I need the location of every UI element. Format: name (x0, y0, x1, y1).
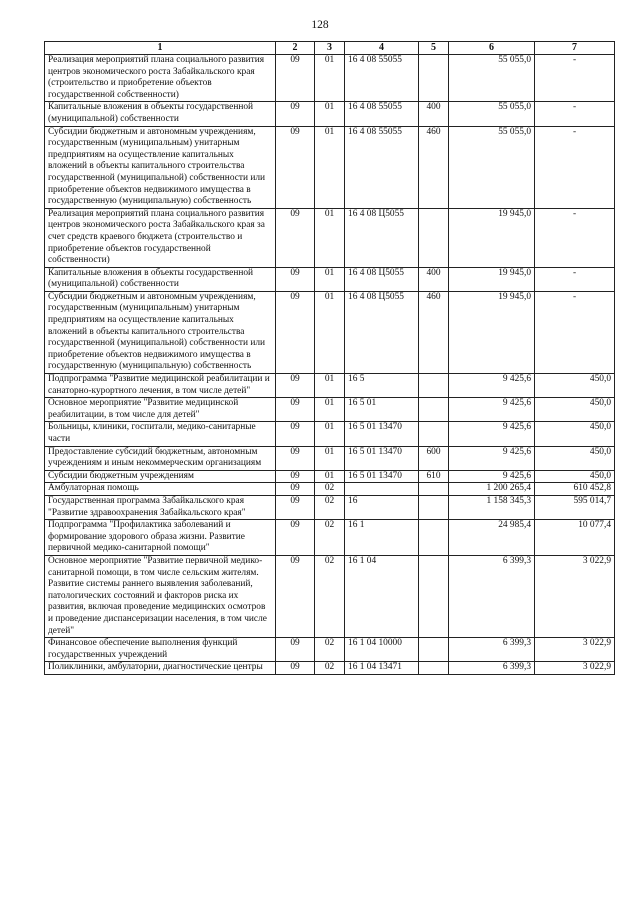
cell-expense-type: 460 (419, 126, 449, 208)
cell-section: 09 (276, 638, 315, 662)
table-row (45, 555, 615, 637)
cell-subsection: 02 (315, 662, 345, 675)
cell-section: 09 (276, 495, 315, 519)
table-row (45, 470, 615, 483)
cell-target-code: 16 1 04 13471 (345, 662, 419, 675)
cell-section: 09 (276, 208, 315, 267)
cell-amount-2: - (535, 102, 615, 126)
cell-amount-2: 3 022,9 (535, 638, 615, 662)
table-row (45, 374, 615, 398)
cell-section: 09 (276, 520, 315, 556)
cell-amount-2: 3 022,9 (535, 555, 615, 637)
cell-section: 09 (276, 470, 315, 483)
cell-amount-1: 6 399,3 (449, 662, 535, 675)
table-row (45, 495, 615, 519)
cell-amount-2: 10 077,4 (535, 520, 615, 556)
cell-amount-2: 450,0 (535, 398, 615, 422)
header-col-2: 2 (276, 42, 315, 55)
cell-amount-2: 610 452,8 (535, 483, 615, 496)
cell-amount-1: 6 399,3 (449, 638, 535, 662)
cell-subsection: 02 (315, 495, 345, 519)
cell-name: Больницы, клиники, госпитали, медико-санитарные части (45, 422, 276, 446)
cell-section: 09 (276, 398, 315, 422)
cell-amount-1: 55 055,0 (449, 102, 535, 126)
cell-target-code: 16 4 08 55055 (345, 126, 419, 208)
cell-amount-2: 595 014,7 (535, 495, 615, 519)
cell-amount-1: 55 055,0 (449, 126, 535, 208)
cell-amount-1: 9 425,6 (449, 374, 535, 398)
cell-subsection: 02 (315, 483, 345, 496)
cell-expense-type (419, 555, 449, 637)
cell-section: 09 (276, 126, 315, 208)
header-row (45, 42, 615, 55)
cell-amount-1: 55 055,0 (449, 55, 535, 102)
table-row (45, 446, 615, 470)
cell-amount-2: 450,0 (535, 374, 615, 398)
cell-target-code: 16 4 08 55055 (345, 102, 419, 126)
cell-target-code: 16 5 01 13470 (345, 470, 419, 483)
cell-amount-1: 6 399,3 (449, 555, 535, 637)
cell-subsection: 01 (315, 470, 345, 483)
cell-target-code: 16 4 08 Ц5055 (345, 208, 419, 267)
cell-name: Государственная программа Забайкальского края "Развитие здравоохранения Забайкальского края" (45, 495, 276, 519)
cell-subsection: 01 (315, 422, 345, 446)
cell-name: Подпрограмма "Развитие медицинской реабилитации и санаторно-курортного лечения, в том числе детей" (45, 374, 276, 398)
table-row (45, 638, 615, 662)
cell-amount-2: 3 022,9 (535, 662, 615, 675)
cell-amount-2: - (535, 126, 615, 208)
cell-subsection: 01 (315, 267, 345, 291)
cell-expense-type: 460 (419, 291, 449, 373)
cell-target-code: 16 5 01 13470 (345, 422, 419, 446)
table-body (45, 55, 615, 675)
cell-subsection: 01 (315, 208, 345, 267)
cell-target-code: 16 4 08 55055 (345, 55, 419, 102)
cell-target-code: 16 4 08 Ц5055 (345, 267, 419, 291)
cell-expense-type: 400 (419, 267, 449, 291)
cell-amount-1: 9 425,6 (449, 422, 535, 446)
cell-section: 09 (276, 446, 315, 470)
cell-target-code: 16 4 08 Ц5055 (345, 291, 419, 373)
cell-expense-type (419, 662, 449, 675)
cell-amount-1: 19 945,0 (449, 208, 535, 267)
table-header (45, 42, 615, 55)
page-number: 128 (311, 19, 329, 31)
table-row (45, 267, 615, 291)
cell-name: Субсидии бюджетным учреждениям (45, 470, 276, 483)
cell-expense-type: 400 (419, 102, 449, 126)
cell-expense-type (419, 520, 449, 556)
cell-subsection: 02 (315, 638, 345, 662)
cell-amount-1: 9 425,6 (449, 446, 535, 470)
cell-expense-type (419, 495, 449, 519)
cell-section: 09 (276, 291, 315, 373)
cell-section: 09 (276, 267, 315, 291)
header-col-6: 6 (449, 42, 535, 55)
cell-subsection: 02 (315, 520, 345, 556)
cell-target-code: 16 5 01 13470 (345, 446, 419, 470)
cell-subsection: 01 (315, 291, 345, 373)
cell-target-code: 16 5 01 (345, 398, 419, 422)
cell-target-code: 16 1 04 10000 (345, 638, 419, 662)
cell-subsection: 01 (315, 102, 345, 126)
cell-amount-2: - (535, 267, 615, 291)
cell-amount-1: 9 425,6 (449, 398, 535, 422)
cell-name: Подпрограмма "Профилактика заболеваний и формирование здорового образа жизни. Развитие первичной медико-санитарной помощи" (45, 520, 276, 556)
cell-amount-2: - (535, 208, 615, 267)
cell-amount-2: 450,0 (535, 470, 615, 483)
table-row (45, 126, 615, 208)
cell-subsection: 01 (315, 398, 345, 422)
cell-name: Капитальные вложения в объекты государственной (муниципальной) собственности (45, 102, 276, 126)
cell-target-code: 16 1 (345, 520, 419, 556)
header-col-1: 1 (45, 42, 276, 55)
table-row (45, 422, 615, 446)
cell-expense-type (419, 422, 449, 446)
cell-section: 09 (276, 374, 315, 398)
header-col-5: 5 (419, 42, 449, 55)
cell-amount-1: 1 200 265,4 (449, 483, 535, 496)
cell-expense-type: 610 (419, 470, 449, 483)
cell-expense-type (419, 638, 449, 662)
table-row (45, 55, 615, 102)
cell-expense-type: 600 (419, 446, 449, 470)
cell-amount-1: 24 985,4 (449, 520, 535, 556)
header-col-7: 7 (535, 42, 615, 55)
cell-amount-2: - (535, 291, 615, 373)
cell-name: Амбулаторная помощь (45, 483, 276, 496)
cell-name: Субсидии бюджетным и автономным учреждениям, государственным (муниципальным) унитарным предприятиям на осуществление капитальных вложений в объекты капитального строительства государственной (муниципальной) собственности или приобретение объектов недвижимого имущества в государственную (муниципальную) собственность (45, 126, 276, 208)
table-row (45, 662, 615, 675)
cell-amount-2: 450,0 (535, 446, 615, 470)
cell-expense-type (419, 398, 449, 422)
cell-name: Поликлиники, амбулатории, диагностические центры (45, 662, 276, 675)
cell-target-code: 16 5 (345, 374, 419, 398)
cell-name: Капитальные вложения в объекты государственной (муниципальной) собственности (45, 267, 276, 291)
cell-subsection: 01 (315, 446, 345, 470)
cell-target-code: 16 1 04 (345, 555, 419, 637)
table-row (45, 520, 615, 556)
cell-amount-2: - (535, 55, 615, 102)
cell-expense-type (419, 374, 449, 398)
cell-expense-type (419, 55, 449, 102)
cell-name: Реализация мероприятий плана социального развития центров экономического роста Забайкальского края за счет средств краевого бюджета (строительство и приобретение объектов государственной собственности) (45, 208, 276, 267)
budget-table (44, 41, 615, 675)
cell-section: 09 (276, 102, 315, 126)
cell-name: Основное мероприятие "Развитие первичной медико-санитарной помощи, в том числе сельским жителям. Развитие системы раннего выявления заболеваний, патологических состояний и факторов риска их развития, включая проведение медицинских осмотров и проведение диспансеризации населения, в том числе детей" (45, 555, 276, 637)
cell-section: 09 (276, 483, 315, 496)
cell-name: Предоставление субсидий бюджетным, автономным учреждениям и иным некоммерческим организациям (45, 446, 276, 470)
cell-name: Финансовое обеспечение выполнения функций государственных учреждений (45, 638, 276, 662)
cell-section: 09 (276, 422, 315, 446)
cell-subsection: 01 (315, 374, 345, 398)
header-col-3: 3 (315, 42, 345, 55)
cell-name: Субсидии бюджетным и автономным учреждениям, государственным (муниципальным) унитарным предприятиям на осуществление капитальных вложений в объекты капитального строительства государственной (муниципальной) собственности или приобретение объектов недвижимого имущества в государственную (муниципальную) собственность (45, 291, 276, 373)
cell-section: 09 (276, 555, 315, 637)
table-row (45, 208, 615, 267)
header-col-4: 4 (345, 42, 419, 55)
table-row (45, 102, 615, 126)
cell-section: 09 (276, 662, 315, 675)
table-row (45, 483, 615, 496)
cell-subsection: 01 (315, 126, 345, 208)
cell-amount-1: 19 945,0 (449, 291, 535, 373)
cell-name: Основное мероприятие "Развитие медицинской реабилитации, в том числе для детей" (45, 398, 276, 422)
cell-expense-type (419, 483, 449, 496)
cell-target-code (345, 483, 419, 496)
table-row (45, 398, 615, 422)
cell-name: Реализация мероприятий плана социального развития центров экономического роста Забайкальского края (строительство и приобретение объектов государственной собственности) (45, 55, 276, 102)
cell-amount-2: 450,0 (535, 422, 615, 446)
cell-subsection: 01 (315, 55, 345, 102)
cell-target-code: 16 (345, 495, 419, 519)
table-row (45, 291, 615, 373)
cell-section: 09 (276, 55, 315, 102)
cell-amount-1: 19 945,0 (449, 267, 535, 291)
cell-expense-type (419, 208, 449, 267)
cell-amount-1: 9 425,6 (449, 470, 535, 483)
cell-subsection: 02 (315, 555, 345, 637)
cell-amount-1: 1 158 345,3 (449, 495, 535, 519)
